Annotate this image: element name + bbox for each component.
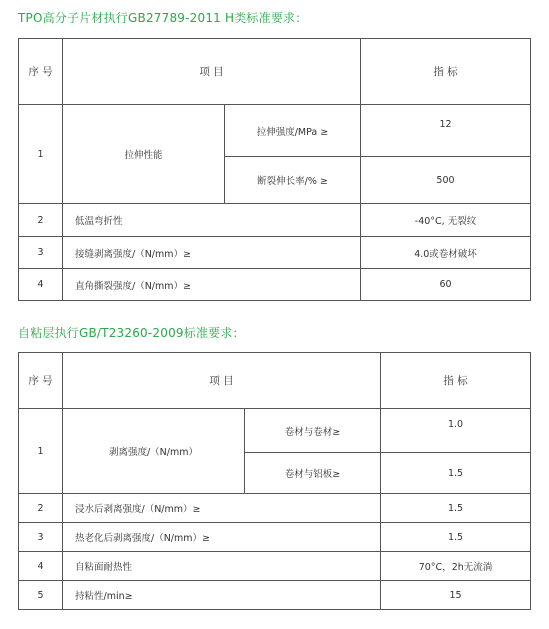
- sub-item-value: 1.0: [381, 409, 531, 453]
- header-item: 项 目: [63, 39, 361, 105]
- sub-item-label: 卷材与卷材≥: [245, 409, 381, 453]
- row-no: 3: [19, 237, 63, 269]
- row-item: 剥离强度/（N/mm）: [63, 409, 245, 494]
- tpo-spec-table: [18, 38, 531, 301]
- header-no: 序 号: [19, 353, 63, 409]
- sub-item-value: 500: [361, 157, 531, 204]
- row-no: 1: [19, 105, 63, 204]
- row-item: 持粘性/min≥: [63, 581, 381, 610]
- section1-heading: TPO高分子片材执行GB27789-2011 H类标准要求：: [18, 11, 308, 25]
- row-value: 60: [361, 269, 531, 301]
- sub-item-label: 拉伸强度/MPa ≥: [225, 105, 361, 157]
- row-value: 4.0或卷材破坏: [361, 237, 531, 269]
- adhesive-spec-table: [18, 352, 531, 610]
- row-item: 自粘面耐热性: [63, 552, 381, 581]
- row-no: 4: [19, 552, 63, 581]
- row-value: -40°C, 无裂纹: [361, 204, 531, 237]
- header-no: 序 号: [19, 39, 63, 105]
- row-no: 5: [19, 581, 63, 610]
- row-value: 1.5: [381, 494, 531, 523]
- row-value: 1.5: [381, 523, 531, 552]
- row-item: 浸水后剥离强度/（N/mm）≥: [63, 494, 381, 523]
- row-no: 2: [19, 494, 63, 523]
- row-value: 15: [381, 581, 531, 610]
- sub-item-value: 12: [361, 105, 531, 157]
- row-value: 70°C，2h无流淌: [381, 552, 531, 581]
- row-no: 4: [19, 269, 63, 301]
- row-no: 1: [19, 409, 63, 494]
- row-no: 3: [19, 523, 63, 552]
- row-item: 直角撕裂强度/（N/mm）≥: [63, 269, 361, 301]
- row-no: 2: [19, 204, 63, 237]
- sub-item-label: 断裂伸长率/% ≥: [225, 157, 361, 204]
- row-item: 热老化后剥离强度/（N/mm）≥: [63, 523, 381, 552]
- row-item: 拉伸性能: [63, 105, 225, 204]
- sub-item-value: 1.5: [381, 453, 531, 494]
- row-item: 低温弯折性: [63, 204, 361, 237]
- header-item: 项 目: [63, 353, 381, 409]
- section2-heading: 自粘层执行GB/T23260-2009标准要求：: [18, 326, 245, 340]
- header-index: 指 标: [361, 39, 531, 105]
- header-index: 指 标: [381, 353, 531, 409]
- sub-item-label: 卷材与铝板≥: [245, 453, 381, 494]
- row-item: 接缝剥离强度/（N/mm）≥: [63, 237, 361, 269]
